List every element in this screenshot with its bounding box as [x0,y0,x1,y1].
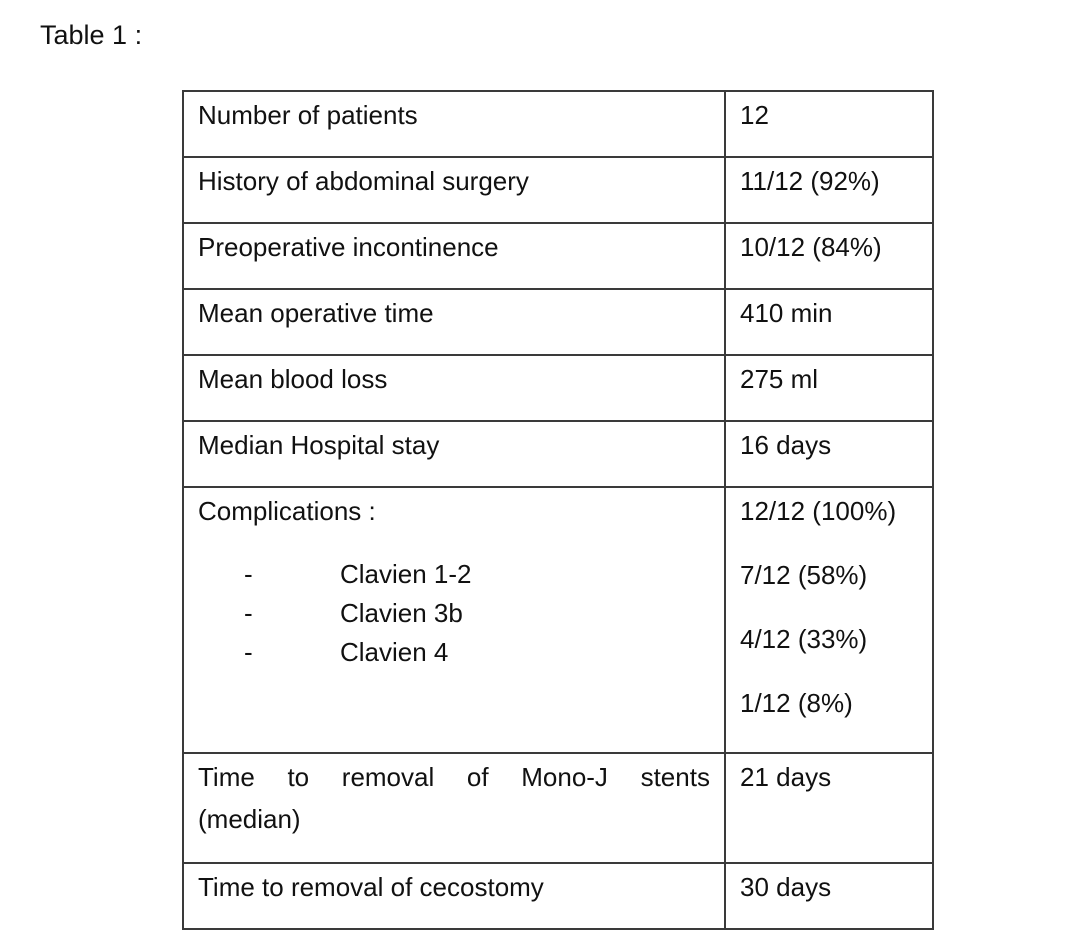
label-word: of [466,762,489,792]
row-label: Median Hospital stay [183,421,725,487]
row-value: 30 days [725,863,933,929]
row-label: Preoperative incontinence [183,223,725,289]
table-row [183,157,933,223]
label-word: Mono-J [521,762,608,792]
list-item [198,632,710,671]
complications-total: 12/12 (100%) [740,496,897,526]
row-value: 21 days [725,753,933,863]
row-value: 11/12 (92%) [725,157,933,223]
list-item [198,593,710,632]
clavien-1-2-value: 7/12 (58%) [740,560,868,590]
table-row [183,289,933,355]
row-label: Number of patients [183,91,725,157]
list-bullet: - [244,558,253,589]
table-caption: Table 1 : [40,20,143,50]
row-label: Mean blood loss [183,355,725,421]
stents-label-line-2: (median) [198,804,301,834]
label-word: to [287,762,310,792]
table-row [183,753,933,863]
table-row [183,863,933,929]
row-value: 410 min [725,289,933,355]
stents-label-line-1 [198,762,710,792]
table-row [183,223,933,289]
complications-value-cell [725,487,933,753]
complications-label-cell [183,487,725,753]
row-label: Mean operative time [183,289,725,355]
list-item-label: Clavien 1-2 [340,558,472,589]
results-table-container [182,90,932,900]
list-item-label: Clavien 4 [340,636,449,667]
table-row [183,91,933,157]
clavien-3b-value: 4/12 (33%) [740,624,868,654]
row-label: Time to removal of cecostomy [183,863,725,929]
list-item-label: Clavien 3b [340,597,463,628]
row-label: History of abdominal surgery [183,157,725,223]
table-row [183,355,933,421]
list-item [198,554,710,593]
list-bullet: - [244,636,253,667]
complications-row [183,487,933,753]
label-word: stents [640,762,710,792]
table-row [183,421,933,487]
stents-label-cell [183,753,725,863]
list-bullet: - [244,597,253,628]
clavien-list [198,554,710,671]
clavien-4-value: 1/12 (8%) [740,688,853,718]
label-word: removal [341,762,435,792]
row-value: 16 days [725,421,933,487]
row-value: 275 ml [725,355,933,421]
row-value: 10/12 (84%) [725,223,933,289]
label-word: Time [198,762,255,792]
row-value: 12 [725,91,933,157]
complications-label: Complications : [198,496,376,526]
results-table [182,90,934,930]
